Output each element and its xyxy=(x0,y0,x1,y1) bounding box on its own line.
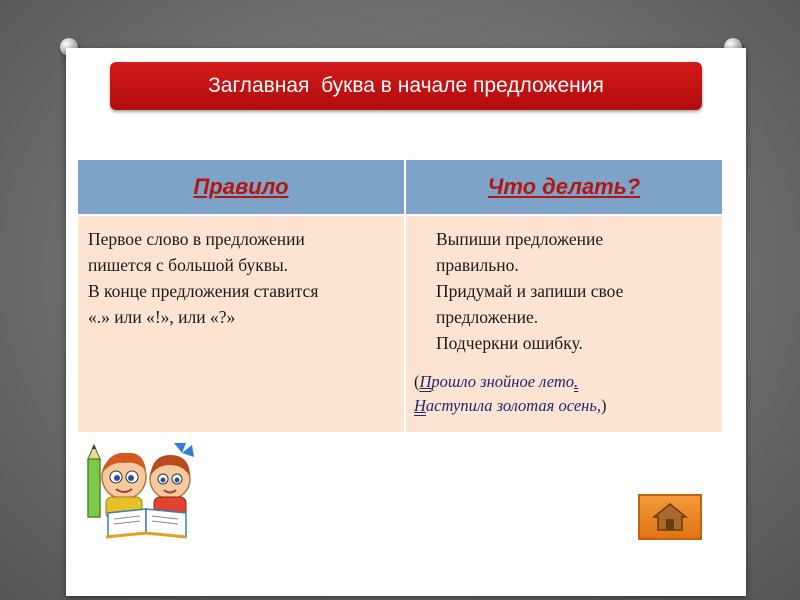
rule-line: Первое слово в предложении xyxy=(88,229,305,249)
todo-cell xyxy=(406,216,722,432)
header-rule xyxy=(78,160,406,216)
rule-line: «.» или «!», или «?» xyxy=(88,307,236,327)
todo-item xyxy=(414,278,716,330)
todo-item xyxy=(414,226,716,278)
todo-line: предложение. xyxy=(436,307,539,327)
title-banner xyxy=(110,62,702,110)
punctuation-mark: . xyxy=(574,372,579,391)
bullet-icon xyxy=(414,330,436,356)
punctuation-mark: , xyxy=(596,396,601,415)
rule-line: В конце предложения ставится xyxy=(88,281,319,301)
children-reading-book-illustration xyxy=(74,433,216,541)
home-button[interactable] xyxy=(638,494,702,540)
todo-line: Подчеркни ошибку. xyxy=(436,333,583,353)
bullet-icon xyxy=(414,278,436,330)
example-text: аступила золотая осень xyxy=(425,396,597,415)
rule-table xyxy=(78,160,722,432)
open-paren: ( xyxy=(414,372,420,391)
rule-line: пишется с большой буквы. xyxy=(88,255,289,275)
todo-item xyxy=(414,330,716,356)
example-line xyxy=(414,394,716,418)
header-rule-label: Правило xyxy=(193,174,289,199)
rule-cell xyxy=(78,216,406,432)
bullet-icon xyxy=(414,226,436,278)
example-text: рошло знойное лето xyxy=(431,372,575,391)
close-paren: ) xyxy=(600,396,607,415)
example-line xyxy=(414,370,716,394)
capital-letter: П xyxy=(419,372,432,391)
example-sentences xyxy=(414,370,716,418)
todo-line: Придумай и запиши свое xyxy=(436,281,624,301)
header-todo-label: Что делать? xyxy=(487,174,641,199)
todo-line: правильно. xyxy=(436,255,519,275)
home-icon xyxy=(652,502,688,532)
capital-letter: Н xyxy=(414,396,426,415)
todo-line: Выпиши предложение xyxy=(436,229,604,249)
slide-title: Заглавная буква в начале предложения xyxy=(208,74,604,97)
header-todo xyxy=(406,160,722,216)
